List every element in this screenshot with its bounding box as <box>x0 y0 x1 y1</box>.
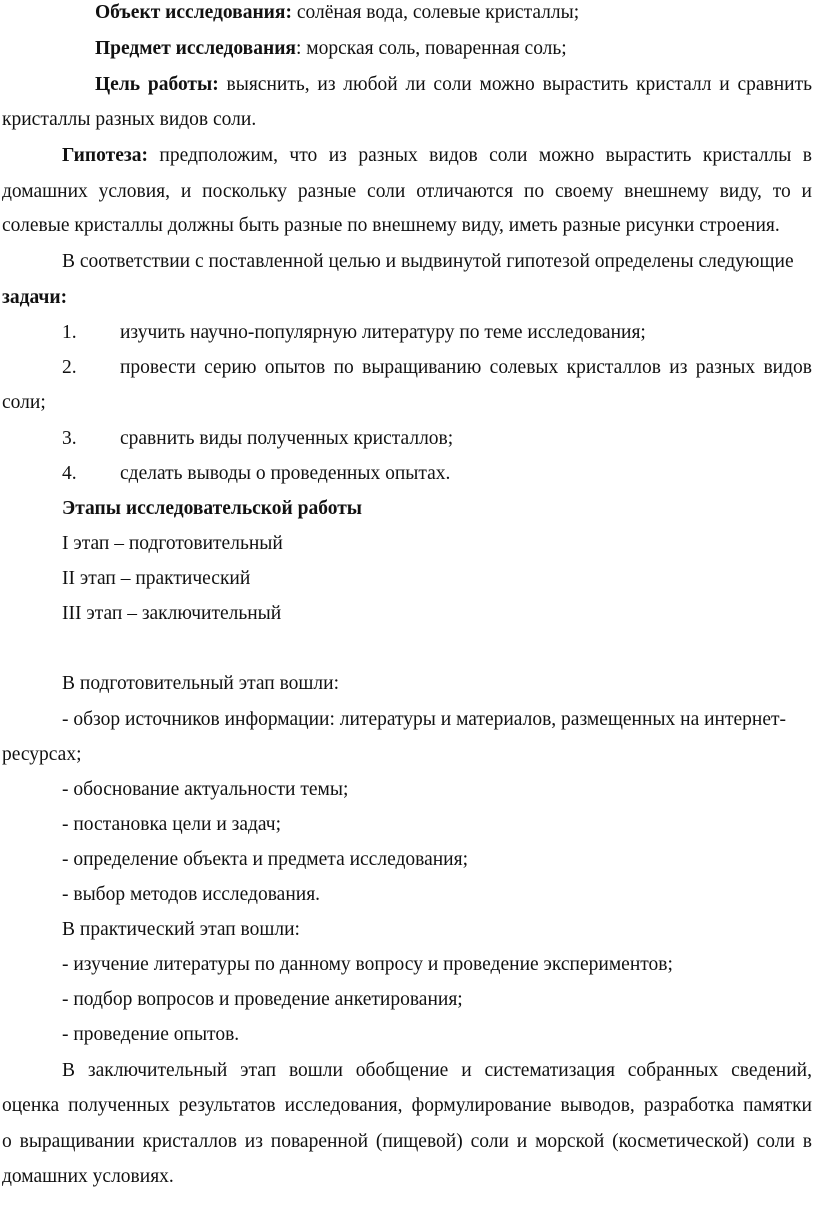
final-line-2: оценка полученных результатов исследования, формулирование выводов, разработка памятки <box>2 1095 812 1116</box>
prep-item: - обзор источников информации: литературы и материалов, размещенных на интернет- <box>62 709 787 730</box>
stage-item: I этап – подготовительный <box>62 533 283 554</box>
object-text: солёная вода, солевые кристаллы; <box>291 2 580 23</box>
object-line <box>95 1 815 25</box>
prep-item: - постановка цели и задач; <box>62 814 282 835</box>
hypothesis-line-1 <box>62 144 812 168</box>
task-number: 3. <box>62 428 77 449</box>
hypothesis-line-3: солевые кристаллы должны быть разные по внешнему виду, иметь разные рисунки строения. <box>2 215 780 236</box>
prep-item-continued: ресурсах; <box>2 744 82 765</box>
practical-intro: В практический этап вошли: <box>62 919 300 940</box>
tasks-label: задачи: <box>2 287 68 308</box>
stage-item: II этап – практический <box>62 568 251 589</box>
stage-item: III этап – заключительный <box>62 603 282 624</box>
subject-line <box>95 37 815 61</box>
task-number: 4. <box>62 463 77 484</box>
goal-label: Цель работы: <box>95 74 219 95</box>
subject-text: : морская соль, поваренная соль; <box>295 38 567 59</box>
object-label: Объект исследования: <box>95 2 292 23</box>
stages-heading: Этапы исследовательской работы <box>62 498 363 519</box>
goal-line-1 <box>95 73 812 97</box>
prep-item: - обоснование актуальности темы; <box>62 779 349 800</box>
task-number: 1. <box>62 322 77 343</box>
task-text-continued: соли; <box>2 392 46 413</box>
final-line-4: домашних условиях. <box>2 1166 174 1187</box>
prep-intro: В подготовительный этап вошли: <box>62 673 339 694</box>
goal-text-1: выяснить, из любой ли соли можно вырастить кристалл и сравнить <box>218 74 812 95</box>
task-text: изучить научно-популярную литературу по теме исследования; <box>120 322 646 343</box>
hypothesis-line-2: домашних условия, и поскольку разные соли отличаются по своему внешнему виду, то и <box>2 181 812 202</box>
task-text: сравнить виды полученных кристаллов; <box>120 428 454 449</box>
practical-item: - изучение литературы по данному вопросу и проведение экспериментов; <box>62 954 673 975</box>
task-text: провести серию опытов по выращиванию солевых кристаллов из разных видов <box>120 357 812 378</box>
hypothesis-label: Гипотеза: <box>62 145 148 166</box>
task-number: 2. <box>62 357 77 378</box>
practical-item: - подбор вопросов и проведение анкетирования; <box>62 989 463 1010</box>
hypothesis-text-1: предположим, что из разных видов соли можно вырастить кристаллы в <box>147 145 812 166</box>
subject-label: Предмет исследования <box>95 38 296 59</box>
tasks-intro-line: В соответствии с поставленной целью и выдвинутой гипотезой определены следующие <box>62 251 794 272</box>
task-text: сделать выводы о проведенных опытах. <box>120 463 451 484</box>
prep-item: - определение объекта и предмета исследования; <box>62 849 469 870</box>
final-line-3: о выращивании кристаллов из поваренной (пищевой) соли и морской (косметической) соли в <box>2 1131 812 1152</box>
goal-line-2: кристаллы разных видов соли. <box>2 109 257 130</box>
final-line-1: В заключительный этап вошли обобщение и систематизация собранных сведений, <box>62 1060 812 1081</box>
practical-item: - проведение опытов. <box>62 1024 240 1045</box>
prep-item: - выбор методов исследования. <box>62 884 321 905</box>
